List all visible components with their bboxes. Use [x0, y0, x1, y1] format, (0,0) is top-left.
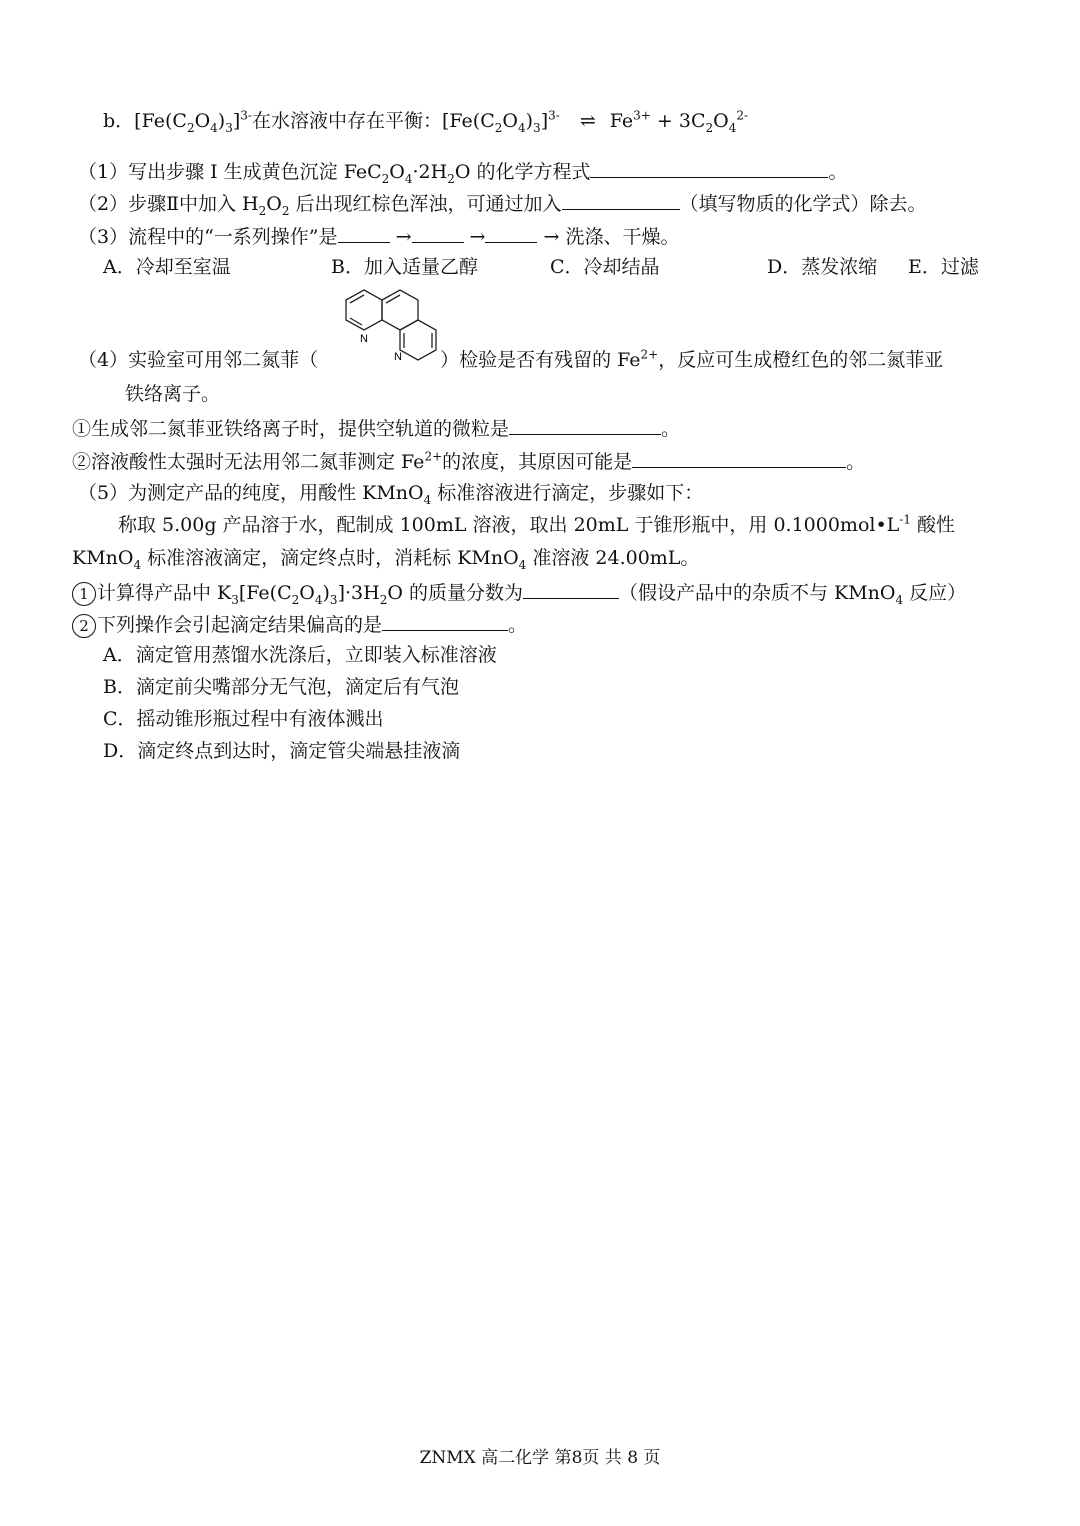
q4-1-text: ①生成邻二氮菲亚铁络离子时，提供空轨道的微粒是 — [72, 418, 510, 440]
q5-body2-a: KMnO — [72, 547, 134, 569]
page-footer: ZNMX 高二化学 第8页 共 8 页 — [419, 1448, 661, 1468]
q5-option-b: B．滴定前尖嘴部分无气泡，滴定后有气泡 — [103, 676, 459, 698]
q3-end: 洗涤、干燥。 — [565, 226, 680, 248]
q5-body-1: 称取 5.00g 产品溶于水，配制成 100mL 溶液，取出 20mL 于锥形瓶中，用 $0.1000mol•L^{-1}$ 酸性 — [118, 512, 956, 536]
q5-body2-c: 准溶液 24.00mL。 — [532, 547, 700, 569]
q4-1-blank[interactable] — [509, 414, 661, 435]
question-1: （1）写出步骤 I 生成黄色沉淀 $FeC_2O_4\cdot 2H_2O$ 的化学方程式 。 — [78, 157, 847, 185]
q2-text: （2）步骤Ⅱ中加入 H — [78, 193, 259, 215]
q1-text: （1）写出步骤 I 生成黄色沉淀 FeC — [78, 161, 382, 183]
q3-blank-1[interactable] — [338, 222, 390, 243]
q5-head: （5）为测定产品的纯度，用酸性 KMnO — [78, 482, 424, 504]
b-label: b． — [103, 110, 135, 132]
q5-body2-b: 标准溶液滴定，滴定终点时，消耗标 KMnO — [147, 547, 519, 569]
question-4: （4）实验室可用邻二氮菲（ ）检验是否有残留的 $Fe^{2+}$，反应可生成橙红色的邻二氮菲亚 — [78, 347, 944, 371]
q5-sub-1: 1 计算得产品中 $K_3[Fe(C_2O_4)_3]\cdot 3H_2O$ 的质量分数为 （假设产品中的杂质不与 KMnO$_4$ 反应） — [72, 578, 966, 606]
equilibrium-line: b．$[Fe(C_2O_4)_3]^{3-}$在水溶液中存在平衡：$[Fe(C_2O_4)_3]^{3-}$ ⇌ $Fe^{3+} + 3C_2O_4^{2-}$ — [103, 108, 749, 135]
q4-continuation: 铁络离子。 — [125, 383, 221, 405]
arrow-icon: → — [469, 226, 486, 248]
q4-pre: （4）实验室可用邻二氮菲（ — [78, 349, 319, 371]
q2-answer-blank[interactable] — [562, 189, 680, 210]
equilibrium-prefix: 在水溶液中存在平衡： — [251, 110, 442, 132]
question-2: （2）步骤Ⅱ中加入 $H_2O_2$ 后出现红棕色浑浊，可通过加入 （填写物质的化学式）除去。 — [78, 189, 927, 217]
question-5: （5）为测定产品的纯度，用酸性 KMnO$_4$ 标准溶液进行滴定，步骤如下： — [78, 482, 704, 507]
q2-mid: 后出现红棕色浑浊，可通过加入 — [295, 193, 562, 215]
question-3 — [78, 222, 680, 250]
q3-blank-2[interactable] — [412, 222, 464, 243]
q4-sub-2: ②溶液酸性太强时无法用邻二氮菲测定 $Fe^{2+}$的浓度，其原因可能是 。 — [72, 447, 865, 475]
q1-end: 。 — [828, 161, 848, 183]
q5-option-d: D．滴定终点到达时，滴定管尖端悬挂液滴 — [103, 740, 461, 762]
q3-option-e: E．过滤 — [908, 256, 979, 278]
q5-option-c: C．摇动锥形瓶过程中有液体溅出 — [103, 708, 384, 730]
q1-answer-blank[interactable] — [590, 157, 828, 178]
q3-blank-3[interactable] — [485, 222, 537, 243]
q4-post: ）检验是否有残留的 Fe — [440, 349, 641, 371]
q5-head-end: 标准溶液进行滴定，步骤如下： — [437, 482, 704, 504]
q5-option-a: A．滴定管用蒸馏水洗涤后，立即装入标准溶液 — [103, 644, 497, 666]
q5-2-text: 下列操作会引起滴定结果偏高的是 — [97, 614, 383, 636]
q5-1-blank[interactable] — [523, 578, 619, 599]
q5-1-a: 计算得产品中 K — [97, 582, 232, 604]
q3-text: （3）流程中的“一系列操作”是 — [78, 226, 338, 248]
circled-number-2: 2 — [72, 614, 96, 638]
q3-option-a: A．冷却至室温 — [103, 256, 231, 278]
circled-number-1: 1 — [72, 582, 96, 606]
q4-2-text-a: ②溶液酸性太强时无法用邻二氮菲测定 Fe — [72, 451, 425, 473]
q5-body1-text: 称取 5.00g 产品溶于水，配制成 100mL 溶液，取出 20mL 于锥形瓶中，用 0.1000mol•L — [118, 514, 900, 536]
arrow-icon: → — [395, 226, 412, 248]
q4-sub-1: ①生成邻二氮菲亚铁络离子时，提供空轨道的微粒是 。 — [72, 414, 680, 442]
q2-end: （填写物质的化学式）除去。 — [679, 193, 927, 215]
q5-body1-end: 酸性 — [917, 514, 956, 536]
q4-2-blank[interactable] — [632, 447, 846, 468]
q3-option-d: D．蒸发浓缩 — [767, 256, 878, 278]
q4-post2: ，反应可生成橙红色的邻二氮菲亚 — [658, 349, 944, 371]
q5-2-blank[interactable] — [382, 610, 508, 631]
q5-1-d: 反应） — [909, 582, 967, 604]
q3-option-b: B．加入适量乙醇 — [331, 256, 478, 278]
nitrogen-label-2: N — [394, 351, 402, 363]
arrow-icon: → — [543, 226, 560, 248]
q5-1-b: 的质量分数为 — [408, 582, 523, 604]
q3-option-c: C．冷却结晶 — [550, 256, 660, 278]
q5-body-2: KMnO$_4$ 标准溶液滴定，滴定终点时，消耗标 KMnO$_4$ 准溶液 24.00mL。 — [72, 547, 700, 572]
q5-1-c: （假设产品中的杂质不与 KMnO — [618, 582, 896, 604]
q4-2-text-b: 的浓度，其原因可能是 — [442, 451, 633, 473]
q5-sub-2: 2 下列操作会引起滴定结果偏高的是 。 — [72, 610, 527, 638]
nitrogen-label-1: N — [360, 333, 368, 345]
equilibrium-arrow: ⇌ — [579, 110, 596, 132]
